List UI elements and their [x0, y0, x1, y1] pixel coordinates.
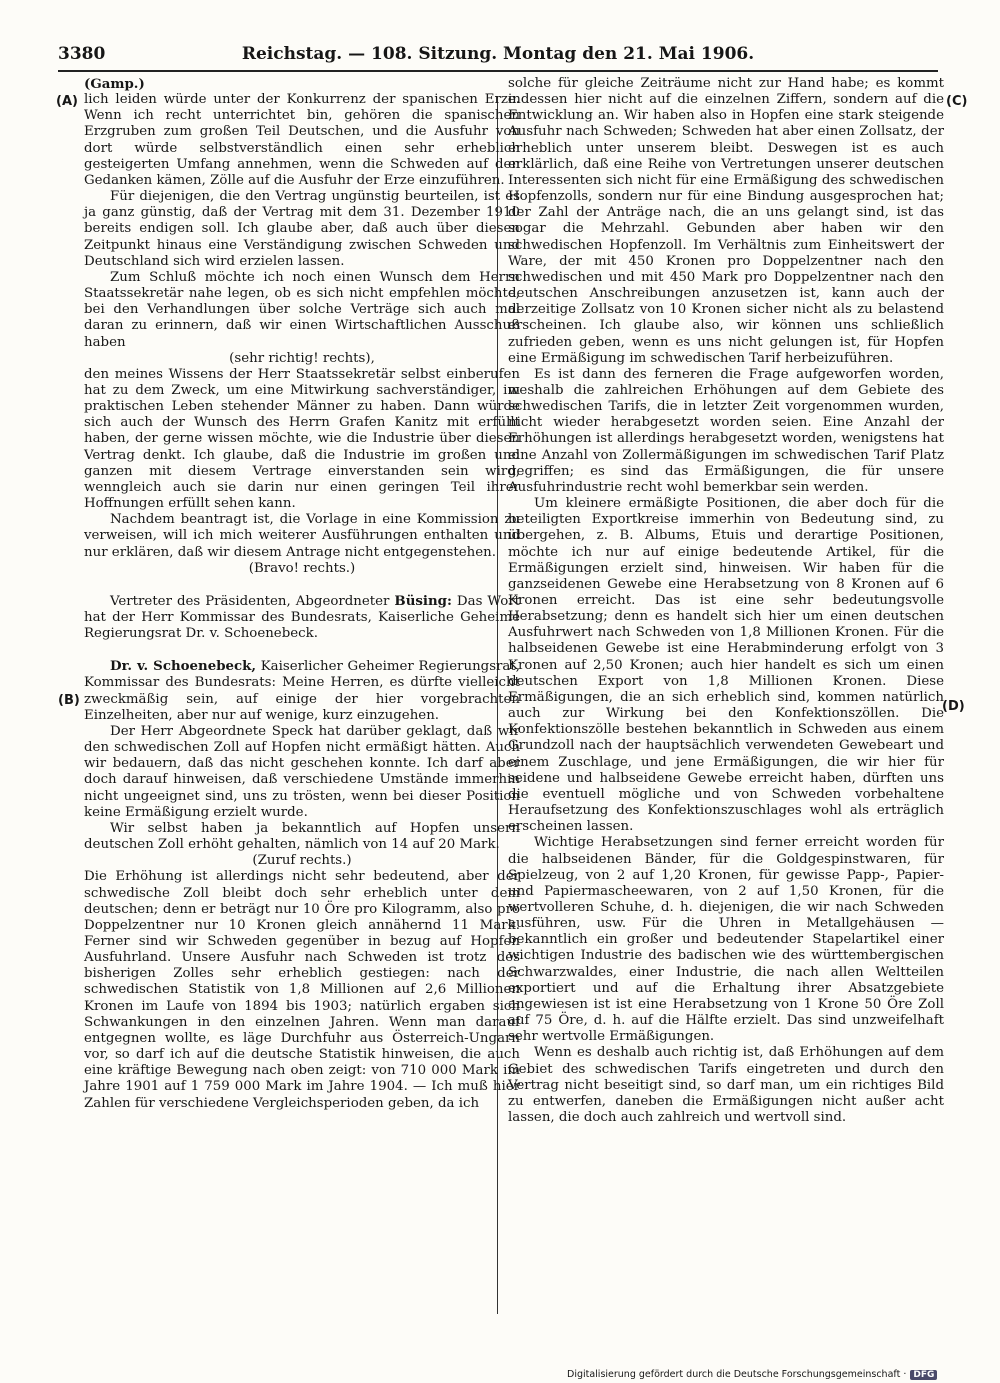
- digitization-credit: [567, 1369, 937, 1380]
- margin-mark-c: (C): [946, 94, 968, 109]
- paragraph: solche für gleiche Zeiträume nicht zur Hand habe; es kommt indessen hier nicht auf die einzelnen Ziffern, sondern auf die Entwicklung an. Wir haben also in Hopfen eine stark steigende Ausfuhr nach Schweden; Schweden hat aber einen Zollsatz, der erheblich unter unserem bleibt. Deswegen ist es auch erklärlich, daß eine Reihe von Vertretungen unserer deutschen Interessenten sich nicht für eine Ermäßigung des schwedischen Hopfenzolls, sondern nur für eine Bindung ausgesprochen hat; der Zahl der Anträge nach, die an uns gelangt sind, ist das sogar die Mehrzahl. Gebunden aber haben wir den schwedischen Hopfenzoll. Im Verhältnis zum Einheitswert der Ware, der mit 450 Kronen pro Doppelzentner nach den schwedischen und mit 450 Mark pro Doppelzentner nach den deutschen Anschreibungen anzusetzen ist, kann auch der derzeitige Zollsatz von 10 Kronen sicher nicht als zu belastend erscheinen. Ich glaube also, wir können uns schließlich zufrieden geben, wenn es uns nicht gelungen ist, für Hopfen eine Ermäßigung im schwedischen Tarif herbeizuführen.: [508, 76, 944, 366]
- margin-mark-a: (A): [56, 94, 78, 109]
- page-number: 3380: [58, 44, 106, 64]
- speech-opening: [84, 658, 520, 724]
- paragraph: den meines Wissens der Herr Staatssekretär selbst einberufen hat zu dem Zweck, um eine Mitwirkung sachverständiger, im praktischen Leben stehender Männer zu haben. Dann würde sich auch der Wunsch des Herrn Grafen Kanitz mit erfüllt haben, der gerne wissen möchte, wie die Industrie über diesen Vertrag denkt. Ich glaube, daß die Industrie im großen und ganzen mit diesem Vertrage einverstanden sein wird, wenngleich auch sie darin nur einen geringen Teil ihrer Hoffnungen erfüllt sehen kann.: [84, 366, 520, 512]
- paragraph: Es ist dann des ferneren die Frage aufgeworfen worden, weshalb die zahlreichen Erhöhungen auf dem Gebiete des schwedischen Tarifs, die in letzter Zeit vorgenommen wurden, nicht wieder herabgesetzt worden seien. Eine Anzahl der Erhöhungen ist allerdings herabgesetzt worden, wenigstens hat eine Anzahl von Zollermäßigungen im schwedischen Tarif Platz gegriffen; es sind das Ermäßigungen, die für unsere Ausfuhrindustrie recht wohl bemerkbar sein werden.: [508, 366, 944, 495]
- speaker-name: Dr. v. Schoenebeck,: [110, 658, 257, 675]
- speech-opening-text: Kaiserlicher Geheimer Regierungsrat, Kommissar des Bundesrats: Meine Herren, es dürfte vielleicht zweckmäßig sein, auf einige der hier vorgebrachten Einzelheiten, aber nur auf wenige, kurz einzugehen.: [84, 659, 520, 723]
- president-statement-text: Das Wort hat der Herr Kommissar des Bundesrats, Kaiserliche Geheime Regierungsrat Dr. v. Schoenebeck.: [84, 593, 520, 642]
- margin-mark-d: (D): [942, 699, 965, 714]
- running-title: Reichstag. — 108. Sitzung. Montag den 21. Mai 1906.: [241, 44, 755, 64]
- page-header: [58, 44, 938, 72]
- speaker-continuation: (Gamp.): [84, 76, 145, 92]
- paragraph: Die Erhöhung ist allerdings nicht sehr bedeutend, aber der schwedische Zoll bleibt doch sehr erheblich unter dem deutschen; denn er beträgt nur 10 Öre pro Kilogramm, also pro Doppelzentner nur 10 Kronen gleich annähernd 11 Mark. Ferner sind wir Schweden gegenüber in bezug auf Hopfen Ausfuhrland. Unsere Ausfuhr nach Schweden ist trotz des bisherigen Zolles sehr erheblich gestiegen: nach der schwedischen Statistik von 1,8 Millionen auf 2,6 Millionen Kronen im Laufe von 1894 bis 1903; natürlich ergaben sich Schwankungen in den einzelnen Jahren. Wenn man darauf entgegnen wollte, es läge Durchfuhr aus Österreich-Ungarn vor, so darf ich auf die deutsche Statistik hinweisen, die auch eine kräftige Bewegung nach oben zeigt: von 710 000 Mark im Jahre 1901 auf 1 759 000 Mark im Jahre 1904. — Ich muß hier Zahlen für verschiedene Vergleichsperioden geben, da ich: [84, 869, 520, 1111]
- speaker-name: Büsing:: [394, 592, 452, 609]
- left-column: [84, 76, 520, 1112]
- interjection: (Bravo! rechts.): [248, 560, 356, 576]
- paragraph: Wichtige Herabsetzungen sind ferner erreicht worden für die halbseidenen Bänder, für die Goldgespinstwaren, für Spielzeug, von 2 auf 1,20 Kronen, für gewisse Papp-, Papier- und Papiermascheewaren, von 2 auf 1,50 Kronen, für die wertvolleren Schuhe, d. h. diejenigen, die wir nach Schweden ausführen, usw. Für die Uhren in Metallgehäusen — bekanntlich ein großer und bedeutender Stapelartikel einer wichtigen Industrie des badischen wie des württembergischen Schwarzwaldes, einer Industrie, die nach allen Weltteilen exportiert und auf die Erhaltung ihrer Absatzgebiete angewiesen ist ist eine Herabsetzung von 1 Krone 50 Öre Zoll auf 75 Öre, d. h. auf die Hälfte erzielt. Das sind unzweifelhaft sehr wertvolle Ermäßigungen.: [508, 835, 944, 1045]
- margin-mark-b: (B): [58, 693, 80, 708]
- dfg-logo: DFG: [910, 1370, 937, 1380]
- paragraph: Der Herr Abgeordnete Speck hat darüber geklagt, daß wir den schwedischen Zoll auf Hopfen nicht ermäßigt hätten. Auch wir bedauern, daß das nicht geschehen konnte. Ich darf aber doch darauf hinweisen, daß verschiedene Umstände immerhin nicht ungeeignet sind, uns zu trösten, wenn bei dieser Position keine Ermäßigung erzielt wurde.: [84, 723, 520, 820]
- paragraph: lich leiden würde unter der Konkurrenz der spanischen Erze. Wenn ich recht unterrichtet bin, gehören die spanischen Erzgruben zum großen Teil Deutschen, und die Ausfuhr von dort würde selbstverständlich einen sehr erheblich gesteigerten Umfang annehmen, wenn die Schweden auf den Gedanken kämen, Zölle auf die Ausfuhr der Erze einzuführen.: [84, 92, 520, 188]
- paragraph: Wir selbst haben ja bekanntlich auf Hopfen unsern deutschen Zoll erhöht gehalten, nämlich von 14 auf 20 Mark.: [84, 820, 520, 853]
- paragraph: Für diejenigen, die den Vertrag ungünstig beurteilen, ist es ja ganz günstig, daß der Vertrag mit dem 31. Dezember 1910 bereits endigen soll. Ich glaube aber, daß auch über diesen Zeitpunkt hinaus eine Verständigung zwischen Schweden und Deutschland sich wird erzielen lassen.: [84, 189, 520, 269]
- credit-text: Digitalisierung gefördert durch die Deutsche Forschungsgemeinschaft ·: [567, 1369, 907, 1380]
- president-statement: [84, 593, 520, 642]
- president-statement-intro: Vertreter des Präsidenten, Abgeordneter: [110, 593, 395, 609]
- paragraph: Um kleinere ermäßigte Positionen, die aber doch für die beteiligten Exportkreise immerhin von Bedeutung sind, zu übergehen, z. B. Albums, Etuis und derartige Positionen, möchte ich nur auf einige bedeutende Artikel, für die Ermäßigungen erzielt sind, hinweisen. Wir haben für die ganzseidenen Gewebe eine Herabsetzung von 8 Kronen auf 6 Kronen erreicht. Das ist eine sehr bedeutungsvolle Herabsetzung; denn es handelt sich hier um einen deutschen Ausfuhrwert nach Schweden von 1,8 Millionen Kronen. Für die halbseidenen Gewebe ist eine Herabminderung erfolgt von 3 Kronen auf 2,50 Kronen; auch hier handelt es sich um einen deutschen Export von 1,8 Millionen Kronen. Diese Ermäßigungen, die an sich erheblich sind, kommen natürlich auch zur Wirkung bei den Konfektionszöllen. Die Konfektionszölle bestehen bekanntlich in Schweden aus einem Grundzoll nach der hauptsächlich verwendeten Gewebeart und einem Zuschlage, und jene Ermäßigungen, die wir hier für seidene und halbseidene Gewebe erreicht haben, dürften uns die eventuell mögliche und von Schweden vorbehaltene Heraufsetzung des Konfektionszuschlages wohl als erträglich erscheinen lassen.: [508, 496, 944, 835]
- paragraph: Nachdem beantragt ist, die Vorlage in eine Kommission zu verweisen, will ich mich weiterer Ausführungen enthalten und nur erklären, daß wir diesem Antrage nicht entgegenstehen.: [84, 512, 520, 560]
- paragraph: Wenn es deshalb auch richtig ist, daß Erhöhungen auf dem Gebiet des schwedischen Tarifs eingetreten und durch den Vertrag nicht beseitigt sind, so darf man, um ein richtiges Bild zu entwerfen, daneben die Ermäßigungen nicht außer acht lassen, die doch auch zahlreich und wertvoll sind.: [508, 1045, 944, 1125]
- right-column: [508, 76, 944, 1126]
- interjection: (Zuruf rechts.): [252, 853, 352, 869]
- interjection: (sehr richtig! rechts),: [229, 350, 375, 366]
- paragraph: Zum Schluß möchte ich noch einen Wunsch dem Herrn Staatssekretär nahe legen, ob es sich nicht empfehlen möchte, bei den Verhandlungen über solche Verträge sich auch mal daran zu erinnern, daß wir einen Wirtschaftlichen Ausschuß haben: [84, 269, 520, 350]
